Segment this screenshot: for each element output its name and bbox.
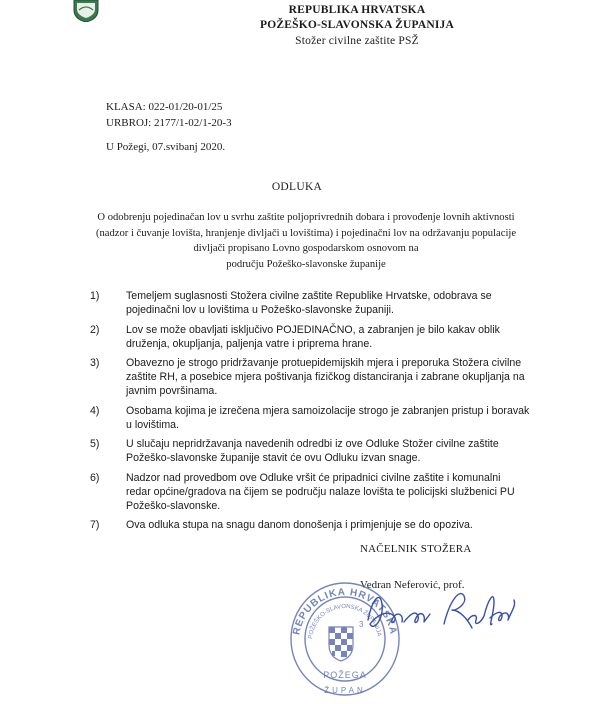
decision-items (90, 289, 530, 538)
item-text-line: zaštite RH, a posebice mjera poštivanja fizičkog distanciranja i zabrane okupljanja na (126, 371, 525, 383)
klasa-number: KLASA: 022-01/20-01/25 (106, 101, 223, 113)
subject-line: području Požeško-slavonske županije (226, 258, 386, 270)
urbroj-number: URBROJ: 2177/1-02/1-20-3 (106, 117, 232, 129)
item-number: 3) (90, 357, 100, 369)
stamp-ring-inner-text: POŽEŠKO-SLAVONSKA ŽUPANIJA (308, 603, 382, 640)
document-title: ODLUKA (271, 181, 323, 193)
header-county: POŽEŠKO-SLAVONSKA ŽUPANIJA (259, 19, 454, 31)
subject-line: (nadzor i čuvanje lovišta, hranjenje divljači u lovištima) i pojedinačni lov na održavanju populacije (95, 227, 517, 239)
item-number: 7) (90, 519, 100, 531)
item-text-line: Temeljem suglasnosti Stožera civilne zaštite Republike Hrvatske, odobrava se (126, 290, 492, 302)
item-number: 5) (90, 438, 100, 450)
place-and-date: U Požegi, 07.svibanj 2020. (106, 141, 226, 153)
subject-line: divljači propisano Lovno gospodarskom osnovom na (193, 243, 419, 254)
decision-subject (62, 210, 550, 272)
item-text-line: Požeško-slavonske. (126, 499, 221, 512)
item-text-line: Lov se može obavljati isključivo POJEDINAČNO, a zabranjen je bilo kakav oblik (126, 323, 500, 336)
decision-item (90, 356, 530, 398)
item-text-line: u lovištima. (126, 418, 179, 431)
decision-item (90, 437, 530, 465)
decision-item (90, 404, 530, 432)
item-text-line: pojedinačni lov u lovištima u Požeško-slavonske županiji. (126, 304, 394, 316)
signature-role: NAČELNIK STOŽERA (360, 543, 472, 555)
item-text-line: Osobama kojima je izrečena mjera samoizolacije strogo je zabranjen pristup i boravak (126, 404, 530, 417)
item-number: 1) (90, 290, 100, 302)
item-number: 2) (90, 323, 100, 336)
item-text-line: U slučaju nepridržavanja navedenih odredbi iz ove Odluke Stožer civilne zaštite (126, 438, 499, 450)
header-republic: REPUBLIKA HRVATSKA (288, 4, 426, 16)
item-text-line: Ova odluka stupa na snagu danom donošenja i primjenjuje se do opoziva. (126, 519, 473, 531)
item-text-line: redar općine/gradova na čijem se području nalaze lovišta te policijski službenici PU (126, 485, 515, 498)
stamp-ring-top-text: REPUBLIKA HRVATSKA (291, 586, 399, 636)
item-text-line: Obavezno je strogo pridržavanje protuepidemijskih mjera i preporuka Stožera civilne (126, 357, 522, 369)
decision-item (90, 289, 530, 317)
stamp-city-text: POŽEGA (323, 670, 367, 680)
signer-name: Vedran Neferović, prof. (360, 579, 465, 591)
decision-item (90, 323, 530, 351)
header-civil-protection: Stožer civilne zaštite PSŽ (295, 35, 419, 47)
item-number: 4) (90, 404, 100, 417)
item-text-line: Požeško-slavonske županije stavit će ovu Odluku izvan snage. (126, 452, 421, 464)
item-number: 6) (90, 471, 100, 484)
item-text-line: druženja, okupljanja, paljenja vatre i priprema hrane. (126, 337, 373, 350)
croatian-chequy-shield (329, 627, 353, 661)
subject-line: O odobrenju pojedinačan lov u svrhu zaštite poljoprivrednih dobara i provođenje lovnih aktivnosti (97, 212, 515, 223)
item-text-line: Nadzor nad provedbom ove Odluke vršit će pripadnici civilne zaštite i komunalni (126, 471, 501, 484)
stamp-bottom-text: ŽUPAN (324, 686, 366, 695)
handwritten-signature-icon (360, 580, 520, 642)
decision-item (90, 471, 530, 513)
decision-item (90, 518, 530, 532)
stamp-number-text: 3 (359, 620, 364, 629)
item-text-line: javnim površinama. (126, 385, 218, 397)
